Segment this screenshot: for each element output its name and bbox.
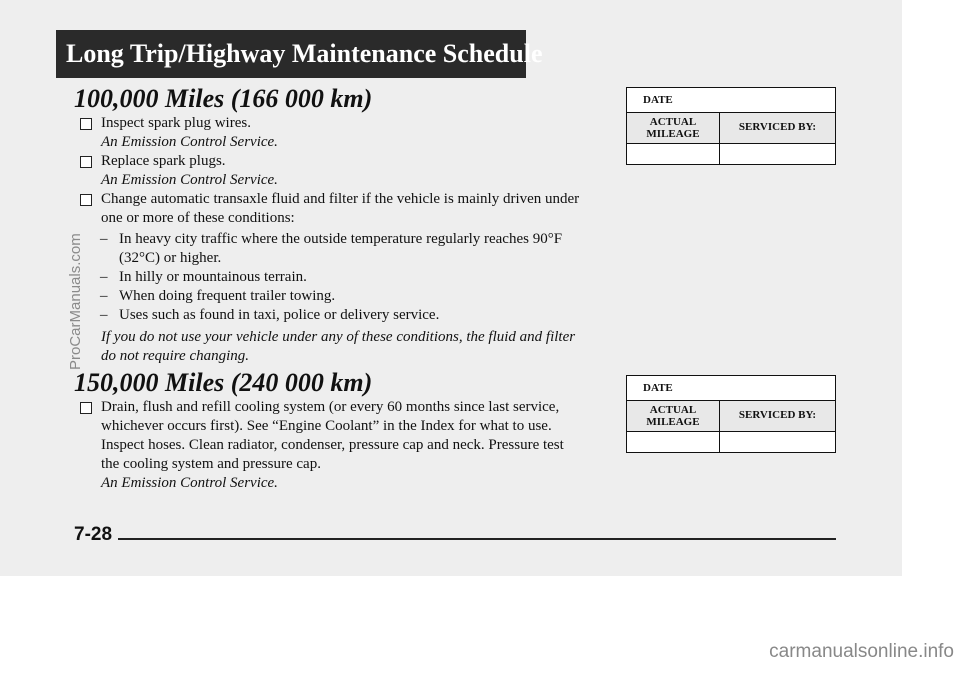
bottom-watermark: carmanualsonline.info xyxy=(769,641,954,662)
mileage-label: ACTUAL MILEAGE xyxy=(627,401,720,431)
schedule-header: Long Trip/Highway Maintenance Schedule xyxy=(56,30,526,78)
serviced-by-label: SERVICED BY: xyxy=(738,121,817,133)
mileage-entry[interactable] xyxy=(627,144,720,164)
condition-footnote: If you do not use your vehicle under any of these conditions, the fluid and filter do not require changing. xyxy=(101,329,576,364)
page-number: 7-28 xyxy=(74,524,113,545)
checkbox-icon[interactable] xyxy=(80,156,92,168)
date-label: DATE xyxy=(643,382,673,394)
section-title-150k: 150,000 Miles (240 000 km) xyxy=(74,368,373,397)
service-item-spark-plugs: Replace spark plugs. An Emission Control Service. xyxy=(80,152,600,190)
condition-item: – In heavy city traffic where the outside temperature regularly reaches 90°F (32°C) or higher. xyxy=(100,231,563,266)
checkbox-icon[interactable] xyxy=(80,194,92,206)
section-title-100k: 100,000 Miles (166 000 km) xyxy=(74,84,373,113)
condition-item: – When doing frequent trailer towing. xyxy=(100,288,336,304)
checkbox-icon[interactable] xyxy=(80,402,92,414)
condition-item: – Uses such as found in taxi, police or delivery service. xyxy=(100,307,440,323)
mileage-label: ACTUAL MILEAGE xyxy=(627,113,720,143)
mileage-entry[interactable] xyxy=(627,432,720,452)
condition-item: – In hilly or mountainous terrain. xyxy=(100,269,307,285)
service-item-spark-plug-wires: Inspect spark plug wires. An Emission Control Service. xyxy=(80,114,600,152)
serviced-by-entry[interactable] xyxy=(720,144,835,164)
footer-rule xyxy=(118,538,836,540)
service-record-box-100k xyxy=(626,87,836,165)
service-record-box-150k xyxy=(626,375,836,453)
side-watermark: ProCarManuals.com xyxy=(67,233,84,370)
serviced-by-label: SERVICED BY: xyxy=(738,409,817,421)
checkbox-icon[interactable] xyxy=(80,118,92,130)
date-label: DATE xyxy=(643,94,673,106)
service-item-cooling-system: Drain, flush and refill cooling system (or every 60 months since last service, whichever occurs first). See “Engine Coolant” in the Index for what to use. Inspect hoses. Clean radiator, condenser, pressure cap and neck. Pressure test the cooling system and pressure cap. An Emission Control Service. xyxy=(80,398,580,493)
service-item-transaxle-fluid: Change automatic transaxle fluid and filter if the vehicle is mainly driven under one or more of these conditions: xyxy=(80,190,580,228)
serviced-by-entry[interactable] xyxy=(720,432,835,452)
